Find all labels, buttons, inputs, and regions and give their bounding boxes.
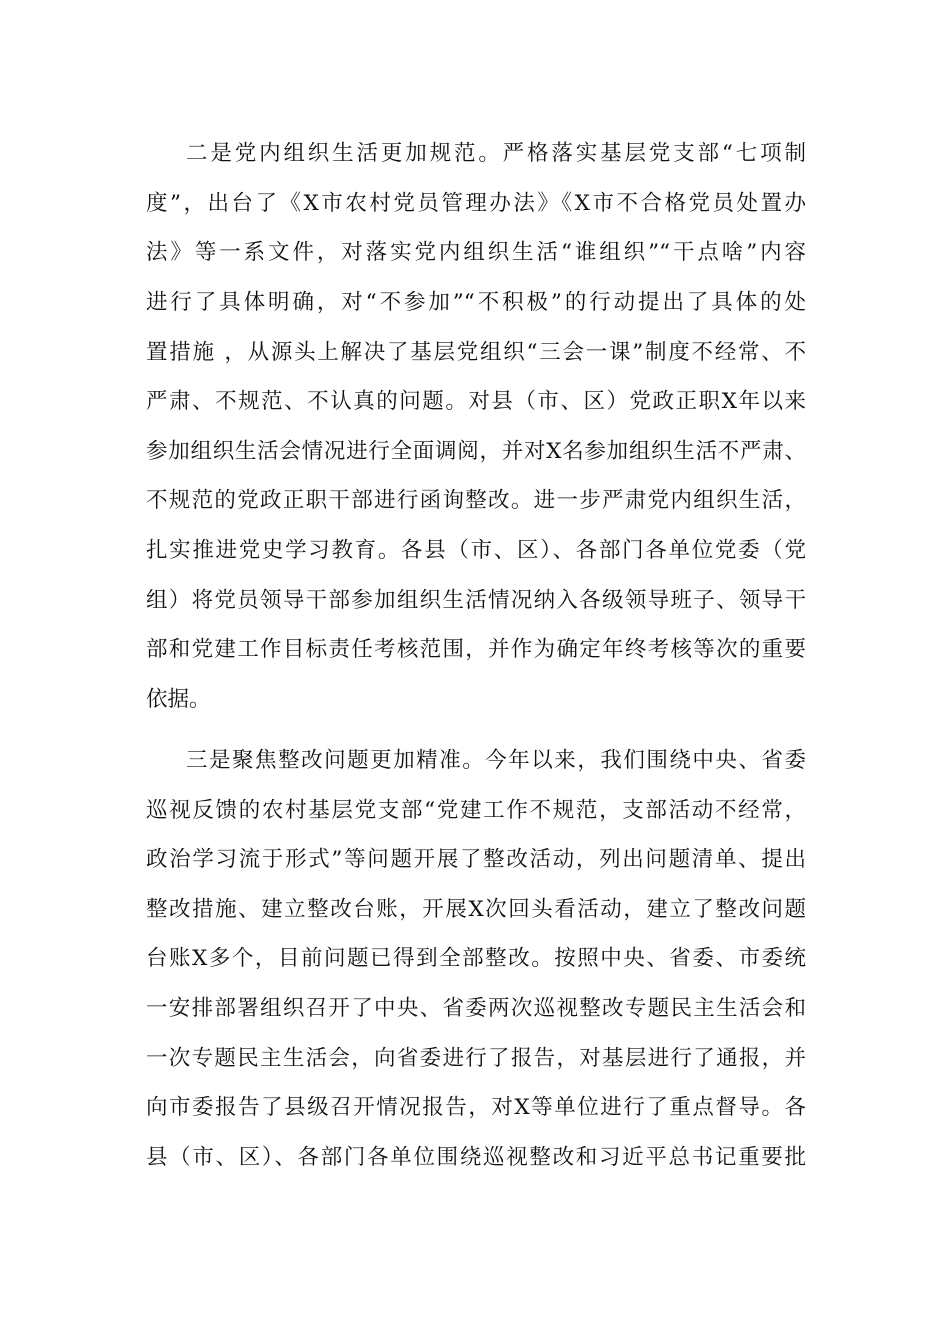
paragraph-line: 整改措施、建立整改台账，开展X次回头看活动，建立了整改问题 [146, 897, 806, 922]
paragraph-line: 扎实推进党史学习教育。各县（市、区）、各部门各单位党委（党 [146, 538, 806, 563]
paragraph-line: 一安排部署组织召开了中央、省委两次巡视整改专题民主生活会和 [146, 996, 806, 1021]
paragraph-line: 不规范的党政正职干部进行函询整改。进一步严肃党内组织生活， [146, 488, 806, 513]
paragraph-line: 部和党建工作目标责任考核范围，并作为确定年终考核等次的重要 [146, 637, 806, 662]
paragraph-line: 县（市、区）、各部门各单位围绕巡视整改和习近平总书记重要批 [146, 1145, 806, 1170]
paragraph-line: 三是聚焦整改问题更加精准。今年以来，我们围绕中央、省委 [186, 748, 806, 773]
paragraph-line: 二是党内组织生活更加规范。严格落实基层党支部“七项制 [186, 141, 806, 166]
paragraph-line: 组）将党员领导干部参加组织生活情况纳入各级领导班子、领导干 [146, 588, 806, 613]
paragraph-line: 台账X多个，目前问题已得到全部整改。按照中央、省委、市委统 [146, 946, 806, 971]
paragraph-line: 度”，出台了《X市农村党员管理办法》《X市不合格党员处置办 [146, 191, 806, 216]
paragraph-line: 向市委报告了县级召开情况报告，对X等单位进行了重点督导。各 [146, 1095, 806, 1120]
paragraph-line: 置措施 ，从源头上解决了基层党组织“三会一课”制度不经常、不 [146, 340, 806, 365]
paragraph-line: 严肃、不规范、不认真的问题。对县（市、区）党政正职X年以来 [146, 389, 806, 414]
paragraph-line: 巡视反馈的农村基层党支部“党建工作不规范，支部活动不经常， [146, 798, 806, 823]
paragraph-line: 参加组织生活会情况进行全面调阅，并对X名参加组织生活不严肃、 [146, 439, 806, 464]
paragraph-line: 依据。 [146, 687, 211, 712]
paragraph-line: 政治学习流于形式”等问题开展了整改活动，列出问题清单、提出 [146, 847, 806, 872]
paragraph-line: 法》等一系文件，对落实党内组织生活“谁组织”“干点啥”内容 [146, 240, 806, 265]
paragraph-line: 进行了具体明确，对“不参加”“不积极”的行动提出了具体的处 [146, 290, 806, 315]
paragraph-line: 一次专题民主生活会，向省委进行了报告，对基层进行了通报，并 [146, 1046, 806, 1071]
